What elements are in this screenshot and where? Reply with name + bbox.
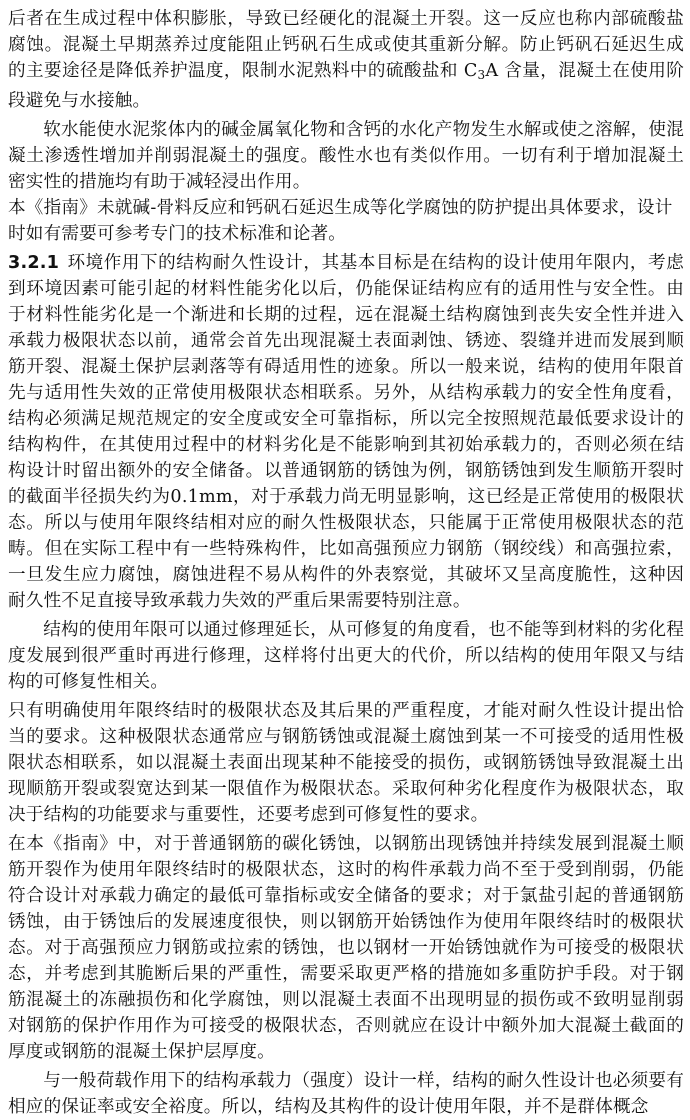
section-text: 环境作用下的结构耐久性设计，其基本目标是在结构的设计使用年限内，考虑到环境因素可能引起的材料性能劣化以后，仍能保证结构应有的适用性与安全性。由于材料性能劣化是一个渐进和长期的过程，远在混凝土结构腐蚀到丧失安全性并进入承载力极限状态以前，通常会首先出现混凝土表面剥蚀、锈迹、裂缝并进而发展到顺筋开裂、混凝土保护层剥落等有碍适用性的迹象。所以一般来说，结构的使用年限首先与适用性失效的正常使用极限状态相联系。另外，从结构承载力的安全性角度看，结构必须满足规范规定的安全度或安全可靠指标，所以完全按照规范最低要求设计的结构构件，在其使用过程中的材料劣化是不能影响到其初始承载力的，否则必须在结构设计时留出额外的安全储备。以普通钢筋的锈蚀为例，钢筋锈蚀到发生顺筋开裂时的截面半径损失约为0.1mm，对于承载力尚无明显影响，这已经是正常使用的极限状态。所以与使用年限终结相对应的耐久性极限状态，只能属于正常使用极限状态的范畴。但在实际工程中有一些特殊构件，比如高强预应力钢筋（钢绞线）和高强拉索，一旦发生应力腐蚀，腐蚀进程不易从构件的外表察觉，其破坏又呈高度脆性，这种因耐久性不足直接导致承载力失效的严重后果需要特别注意。 — [8, 253, 684, 611]
paragraph-text: 后者在生成过程中体积膨胀，导致已经硬化的混凝土开裂。这一反应也称内部硫酸盐腐蚀。混凝土早期蒸养过度能阻止钙矾石生成或使其重新分解。防止钙矾石延迟生成的主要途径是降低养护温度，限制水泥熟料中的硫酸盐和 — [8, 9, 684, 81]
paragraph-text-line: 时如有需要可参考专门的技术标准和论著。 — [8, 224, 347, 244]
paragraph-guide-note — [8, 195, 684, 247]
paragraph-safety-margin: 与一般荷载作用下的结构承载力（强度）设计一样，结构的耐久性设计也必须要有相应的保证率或安全裕度。所以，结构及其构件的设计使用年限，并不是群体概念 — [8, 1071, 684, 1117]
paragraph-text-line: 本《指南》未就碱-骨料反应和钙矾石延迟生成等化学腐蚀的防护提出具体要求，设计 — [8, 198, 673, 218]
section-3-2-1 — [8, 250, 684, 614]
paragraph-text: 含量，混凝土在使用阶段避免与水接触。 — [8, 61, 684, 111]
chemical-formula-c3a: $C_3A$ — [463, 61, 499, 82]
section-number: 3.2.1 — [8, 253, 60, 273]
paragraph-soft-water: 软水能使水泥浆体内的碱金属氧化物和含钙的水化产物发生水解或使之溶解，使混凝土渗透性增加并削弱混凝土的强度。酸性水也有类似作用。一切有利于增加混凝土密实性的措施均有助于减轻浸出作用。 — [8, 120, 684, 192]
paragraph-sulfate-attack — [8, 6, 684, 114]
paragraph-guide-limit-states: 在本《指南》中，对于普通钢筋的碳化锈蚀，以钢筋出现锈蚀并持续发展到混凝土顺筋开裂作为使用年限终结时的极限状态，这时的构件承载力尚不至于受到削弱，仍能符合设计对承载力确定的最低可靠指标或安全储备的要求；对于氯盐引起的普通钢筋锈蚀，由于锈蚀后的发展速度很快，则以钢筋开始锈蚀作为使用年限终结时的极限状态。对于高强预应力钢筋或拉索的锈蚀，也以钢材一开始锈蚀就作为可接受的极限状态，并考虑到其脆断后果的严重性，需要采取更严格的措施如多重防护手段。对于钢筋混凝土的冻融损伤和化学腐蚀，则以混凝土表面不出现明显的损伤或不致明显削弱对钢筋的保护作用作为可接受的极限状态，否则就应在设计中额外加大混凝土截面的厚度或钢筋的混凝土保护层厚度。 — [8, 834, 684, 1062]
paragraph-repairability: 结构的使用年限可以通过修理延长，从可修复的角度看，也不能等到材料的劣化程度发展到很严重时再进行修理，这样将付出更大的代价，所以结构的使用年限又与结构的可修复性相关。 — [8, 620, 684, 692]
paragraph-limit-state: 只有明确使用年限终结时的极限状态及其后果的严重程度，才能对耐久性设计提出恰当的要求。这种极限状态通常应与钢筋锈蚀或混凝土腐蚀到某一不可接受的适用性极限状态相联系，如以混凝土表面出现某种不能接受的损伤，或钢筋锈蚀导致混凝土出现顺筋开裂或裂宽达到某一限值作为极限状态。采取何种劣化程度作为极限状态，取决于结构的功能要求与重要性，还要考虑到可修复性的要求。 — [8, 701, 684, 825]
document-page — [8, 6, 684, 1120]
